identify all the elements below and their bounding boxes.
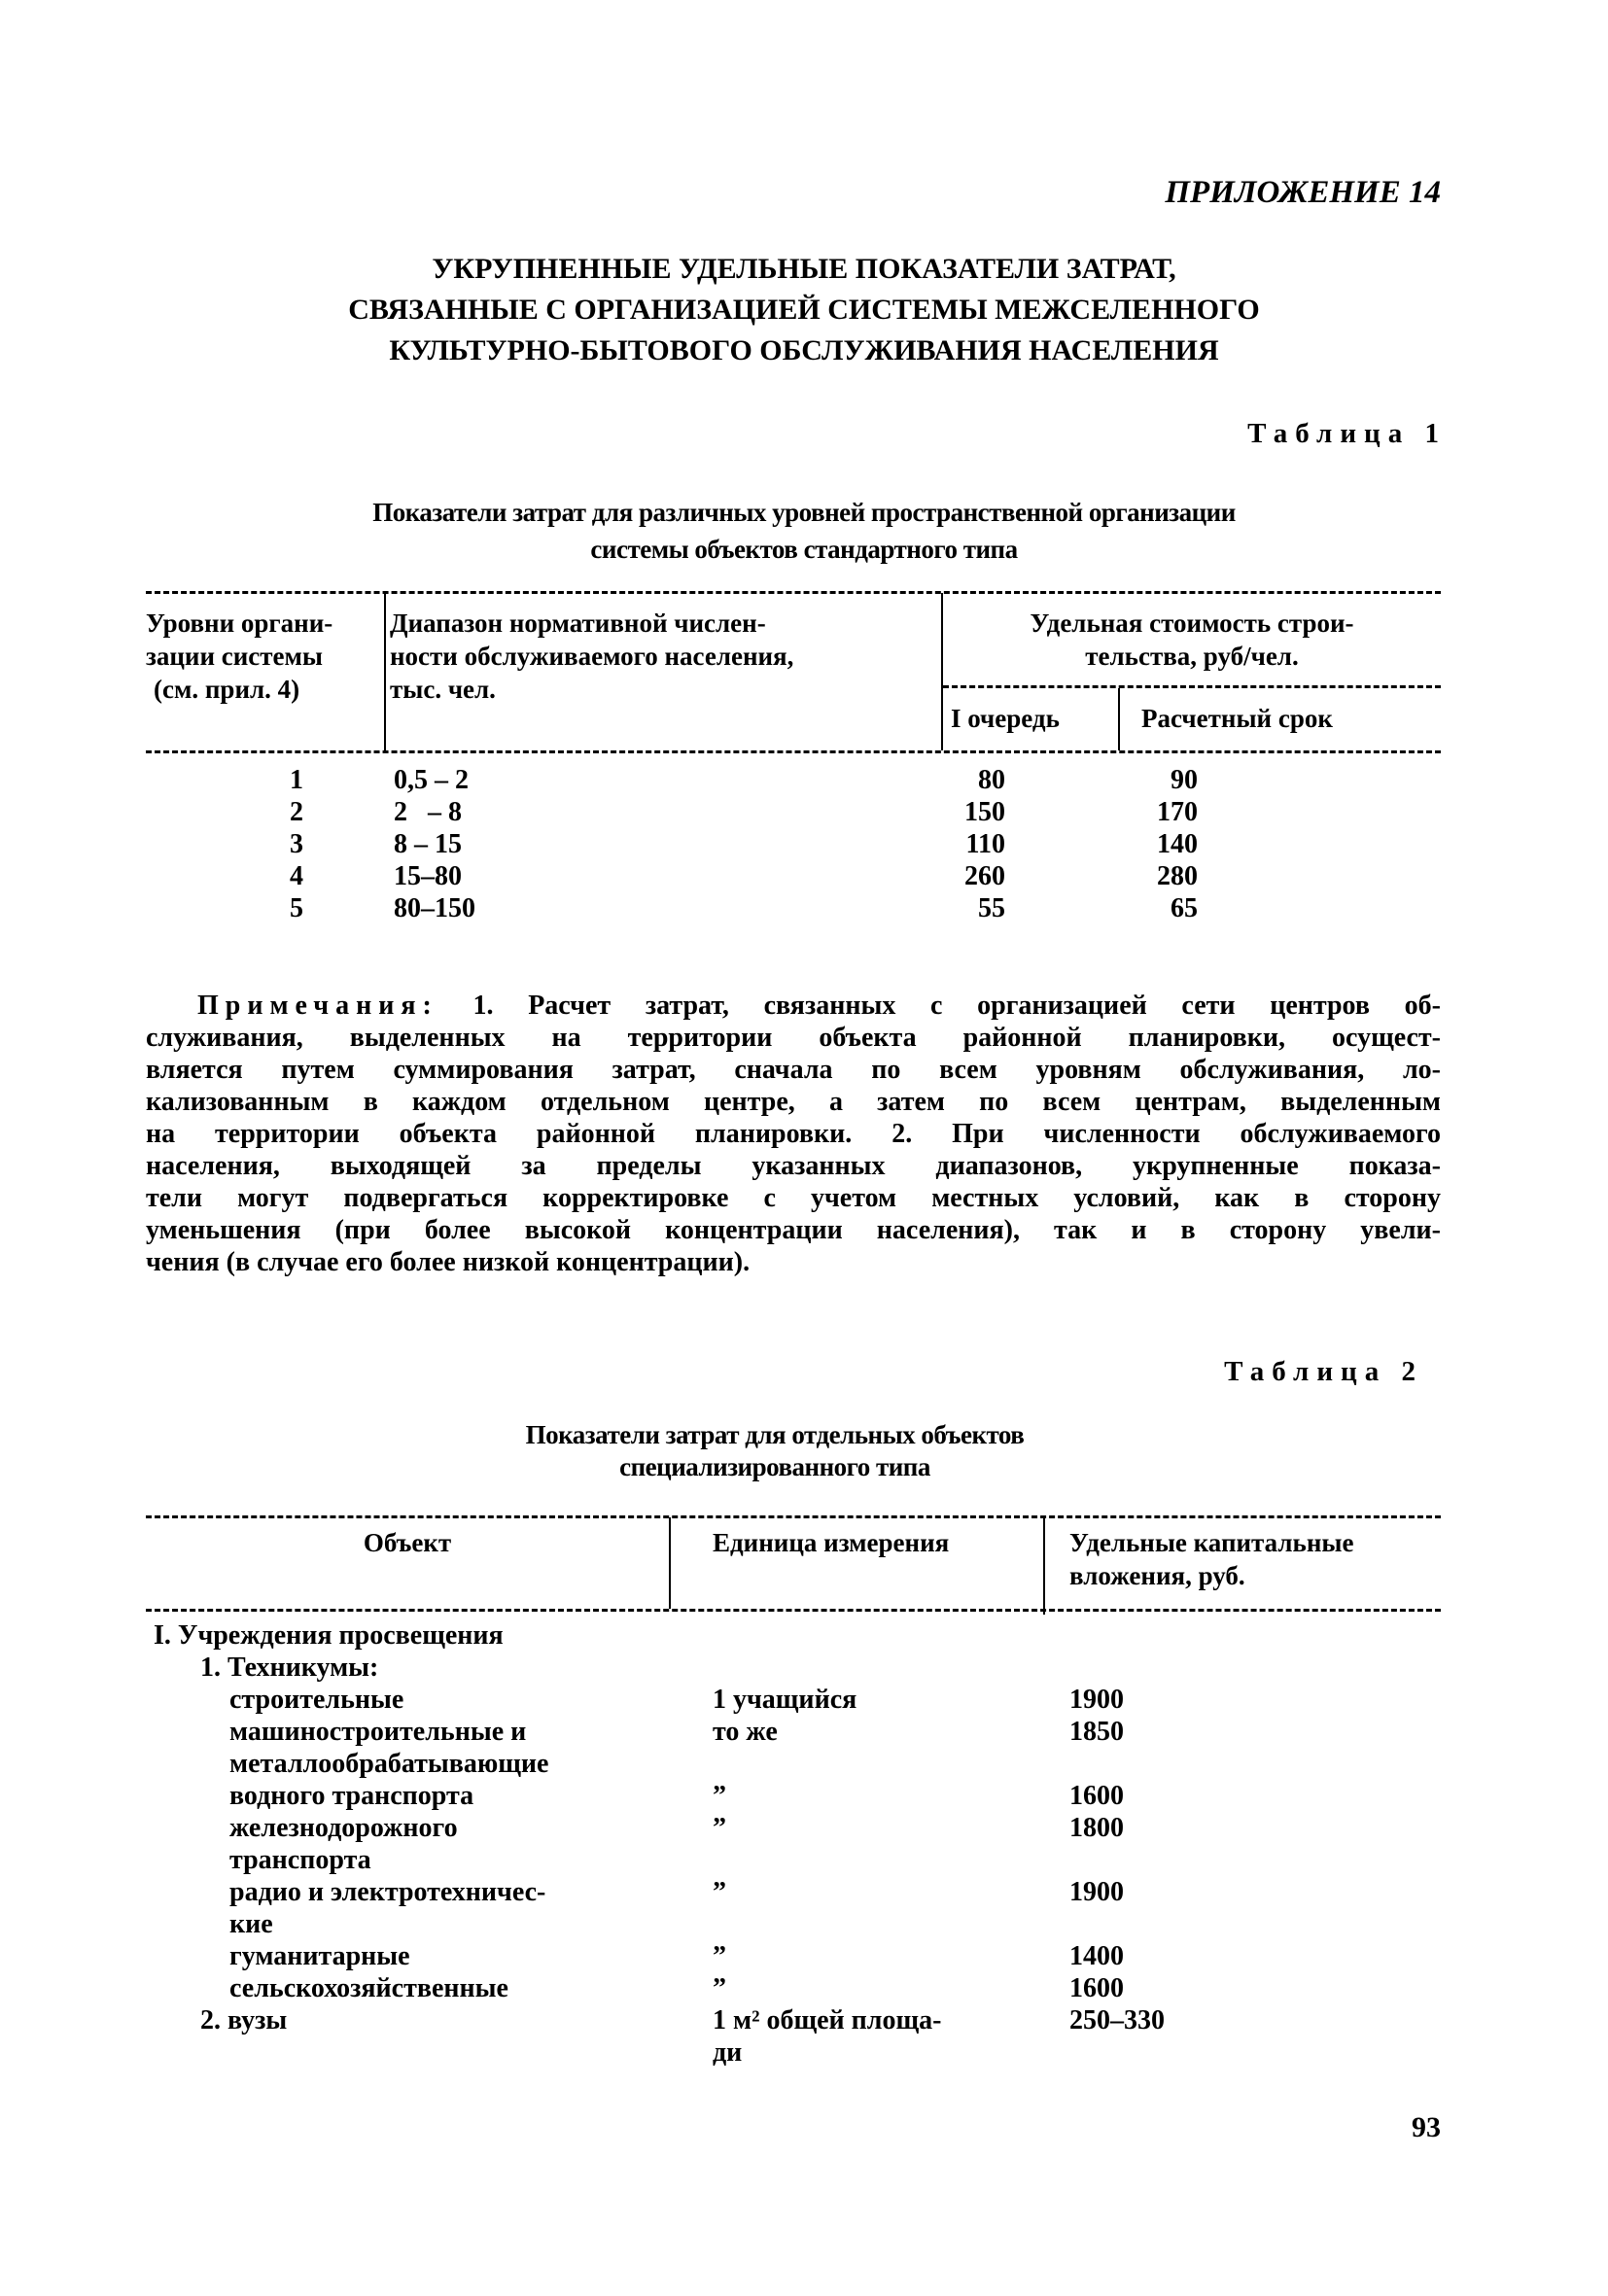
page-title-line-1: УКРУПНЕННЫЕ УДЕЛЬНЫЕ ПОКАЗАТЕЛИ ЗАТРАТ, bbox=[432, 253, 1176, 285]
first-stage-cell: 80 bbox=[978, 765, 1005, 795]
object-cell: 1. Техникумы: bbox=[200, 1652, 379, 1683]
table2-divider bbox=[669, 1517, 671, 1609]
unit-cell: ” bbox=[713, 1973, 726, 2003]
level-cell: 2 bbox=[290, 797, 303, 827]
table1-top-rule bbox=[146, 591, 1441, 594]
table2-caption-line-2: специализированного типа bbox=[619, 1452, 930, 1481]
final-term-cell: 65 bbox=[1171, 893, 1198, 923]
note-line bbox=[197, 990, 1441, 1022]
level-cell: 1 bbox=[290, 765, 303, 795]
level-cell: 4 bbox=[290, 861, 303, 891]
object-cell: металлообрабатывающие bbox=[229, 1749, 549, 1779]
object-cell: строительные bbox=[229, 1685, 404, 1715]
note-line: уменьшения (при более высокой концентрации населения), так и в сторону увели- bbox=[146, 1215, 1441, 1245]
first-stage-cell: 150 bbox=[964, 797, 1005, 827]
header-range bbox=[390, 607, 793, 706]
header-text: тыс. чел. bbox=[390, 675, 496, 704]
object-cell: радио и электротехничес- bbox=[229, 1877, 546, 1907]
object-cell: гуманитарные bbox=[229, 1941, 410, 1971]
investment-cell: 1850 bbox=[1069, 1717, 1124, 1747]
table1-divider bbox=[384, 593, 386, 750]
object-cell: транспорта bbox=[229, 1845, 371, 1875]
investment-cell: 1800 bbox=[1069, 1813, 1124, 1843]
table1-divider bbox=[1118, 688, 1120, 750]
page-title-line-3: КУЛЬТУРНО-БЫТОВОГО ОБСЛУЖИВАНИЯ НАСЕЛЕНИЯ bbox=[389, 334, 1219, 366]
header-text: Диапазон нормативной числен- bbox=[390, 609, 766, 638]
range-cell: 15–80 bbox=[394, 861, 462, 891]
object-cell: железнодорожного bbox=[229, 1813, 458, 1843]
header-levels bbox=[146, 607, 383, 706]
investment-cell: 1600 bbox=[1069, 1973, 1124, 2003]
header-text: Удельная стоимость строи- bbox=[1030, 609, 1354, 638]
unit-cell: ” bbox=[713, 1813, 726, 1843]
header-unit: Единица измерения bbox=[713, 1528, 950, 1557]
table2-caption-line-1: Показатели затрат для отдельных объектов bbox=[525, 1420, 1025, 1449]
note-line: тели могут подвергаться корректировке с учетом местных условий, как в сторону bbox=[146, 1183, 1441, 1213]
header-text: вложения, руб. bbox=[1069, 1561, 1245, 1590]
header-final-term: Расчетный срок bbox=[1141, 704, 1333, 733]
note-line: чения (в случае его более низкой концентрации). bbox=[146, 1247, 751, 1277]
header-cost bbox=[943, 607, 1441, 673]
page-number: 93 bbox=[1412, 2111, 1441, 2143]
unit-cell: ” bbox=[713, 1877, 726, 1907]
table1-caption-line-2: системы объектов стандартного типа bbox=[590, 535, 1018, 564]
notes-label: Примечания: bbox=[197, 991, 438, 1021]
header-text: ности обслуживаемого населения, bbox=[390, 642, 794, 671]
final-term-cell: 90 bbox=[1171, 765, 1198, 795]
object-cell: I. Учреждения просвещения bbox=[154, 1620, 504, 1651]
investment-cell: 1600 bbox=[1069, 1781, 1124, 1811]
unit-cell: ” bbox=[713, 1941, 726, 1971]
note-line: служивания, выделенных на территории объекта районной планировки, осущест- bbox=[146, 1023, 1441, 1053]
unit-cell: то же bbox=[713, 1717, 778, 1747]
unit-cell: ” bbox=[713, 1781, 726, 1811]
range-cell: 80–150 bbox=[394, 893, 475, 923]
header-text: Удельные капитальные bbox=[1069, 1528, 1354, 1557]
object-cell: кие bbox=[229, 1909, 273, 1939]
unit-cell: 1 учащийся bbox=[713, 1685, 857, 1715]
final-term-cell: 170 bbox=[1157, 797, 1198, 827]
object-cell: 2. вузы bbox=[200, 2005, 288, 2035]
investment-cell: 1900 bbox=[1069, 1685, 1124, 1715]
level-cell: 3 bbox=[290, 829, 303, 859]
table2-divider bbox=[1043, 1517, 1045, 1615]
appendix-label: ПРИЛОЖЕНИЕ 14 bbox=[1165, 175, 1441, 210]
object-cell: сельскохозяйственные bbox=[229, 1973, 508, 2003]
header-object: Объект bbox=[363, 1528, 452, 1557]
final-term-cell: 140 bbox=[1157, 829, 1198, 859]
range-cell: 0,5 – 2 bbox=[394, 765, 469, 795]
investment-cell: 1400 bbox=[1069, 1941, 1124, 1971]
note-line: населения, выходящей за пределы указанных диапазонов, укрупненные показа- bbox=[146, 1151, 1441, 1181]
table1-label: Таблица 1 bbox=[1247, 418, 1447, 449]
investment-cell: 1900 bbox=[1069, 1877, 1124, 1907]
note-line: на территории объекта районной планировки. 2. При численности обслуживаемого bbox=[146, 1119, 1441, 1149]
level-cell: 5 bbox=[290, 893, 303, 923]
table2-top-rule bbox=[146, 1515, 1441, 1518]
note-line: кализованным в каждом отдельном центре, а затем по всем центрам, выделенным bbox=[146, 1087, 1441, 1117]
first-stage-cell: 110 bbox=[965, 829, 1005, 859]
page-title-line-2: СВЯЗАННЫЕ С ОРГАНИЗАЦИЕЙ СИСТЕМЫ МЕЖСЕЛЕННОГО bbox=[348, 294, 1260, 326]
first-stage-cell: 55 bbox=[978, 893, 1005, 923]
unit-cell: 1 м² общей площа- bbox=[713, 2005, 942, 2035]
table2-label: Таблица 2 bbox=[1224, 1356, 1423, 1387]
object-cell: водного транспорта bbox=[229, 1781, 474, 1811]
table1-caption-line-1: Показатели затрат для различных уровней пространственной организации bbox=[372, 498, 1236, 527]
table2-header-rule bbox=[146, 1609, 1441, 1612]
first-stage-cell: 260 bbox=[964, 861, 1005, 891]
final-term-cell: 280 bbox=[1157, 861, 1198, 891]
range-cell: 2 – 8 bbox=[394, 797, 462, 827]
investment-cell: 250–330 bbox=[1069, 2005, 1165, 2035]
header-first-stage: I очередь bbox=[951, 704, 1060, 733]
header-text: (см. прил. 4) bbox=[154, 675, 300, 704]
header-investment bbox=[1069, 1526, 1353, 1592]
header-text: зации системы bbox=[146, 642, 324, 671]
table1-header-rule bbox=[146, 750, 1441, 753]
header-text: Уровни органи- bbox=[146, 609, 333, 638]
range-cell: 8 – 15 bbox=[394, 829, 462, 859]
unit-cell: ди bbox=[713, 2037, 743, 2068]
table1-mid-rule bbox=[943, 685, 1441, 688]
header-text: тельства, руб/чел. bbox=[1085, 642, 1299, 671]
note-line: вляется путем суммирования затрат, сначала по всем уровням обслуживания, ло- bbox=[146, 1055, 1441, 1085]
note-text: 1. Расчет затрат, связанных с организацией сети центров об- bbox=[437, 991, 1441, 1021]
object-cell: машиностроительные и bbox=[229, 1717, 527, 1747]
